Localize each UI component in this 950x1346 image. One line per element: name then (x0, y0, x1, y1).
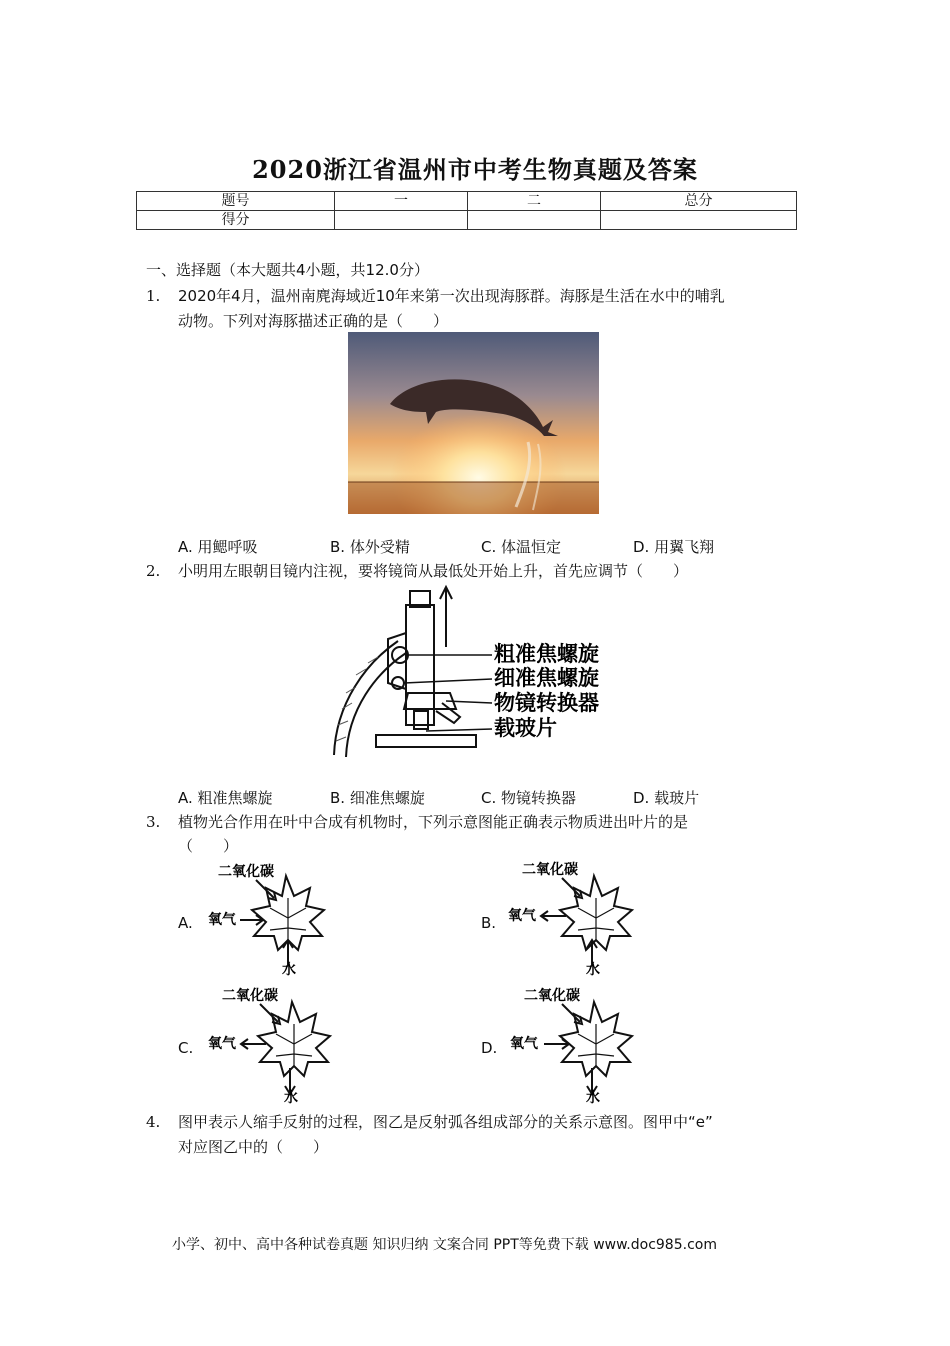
label-water: 水 (282, 962, 296, 978)
option-c[interactable]: C. (178, 1039, 194, 1057)
label-o2: 氧气 (508, 908, 536, 924)
page-footer: 小学、初中、高中各种试卷真题 知识归纳 文案合同 PPT等免费下载 www.doc985.com (172, 1237, 717, 1253)
label-fine-focus: 细准焦螺旋 (494, 666, 599, 690)
question-text: 对应图乙中的（ ） (178, 1138, 329, 1156)
label-co2: 二氧化碳 (222, 988, 278, 1004)
label-slide: 载玻片 (494, 716, 557, 740)
option-a[interactable]: A. (178, 914, 193, 932)
question-text: 动物。下列对海豚描述正确的是（ ） (178, 312, 449, 330)
option-b[interactable]: B. (481, 914, 497, 932)
option-d[interactable]: D. (481, 1039, 498, 1057)
option-c[interactable]: C. 体温恒定 (481, 538, 562, 556)
option-d[interactable]: D. 载玻片 (633, 789, 700, 807)
label-co2: 二氧化碳 (218, 864, 274, 880)
score-header-cell: 一 (335, 192, 468, 211)
leaf-diagram-b (506, 858, 636, 978)
option-a[interactable]: A. 用鳃呼吸 (178, 538, 258, 556)
page-title: 2020浙江省温州市中考生物真题及答案 (252, 155, 698, 184)
question-number: 4. (146, 1113, 161, 1131)
label-water: 水 (586, 1090, 600, 1104)
option-c[interactable]: C. 物镜转换器 (481, 789, 577, 807)
question-number: 1. (146, 287, 161, 305)
label-co2: 二氧化碳 (524, 988, 580, 1004)
label-o2: 氧气 (510, 1036, 538, 1052)
score-row-cell (335, 211, 468, 230)
label-water: 水 (284, 1090, 298, 1104)
label-co2: 二氧化碳 (522, 862, 578, 878)
dolphin-photo (348, 332, 599, 514)
question-text: 小明用左眼朝目镜内注视，要将镜筒从最低处开始上升，首先应调节（ ） (178, 562, 689, 580)
question-text: 图甲表示人缩手反射的过程，图乙是反射弧各组成部分的关系示意图。图甲中“e” (178, 1113, 713, 1131)
label-o2: 氧气 (208, 1036, 236, 1052)
label-nosepiece: 物镜转换器 (494, 691, 599, 715)
leaf-diagram-a (206, 858, 336, 978)
question-number: 3. (146, 813, 161, 831)
leaf-diagram-d (506, 984, 636, 1104)
option-d[interactable]: D. 用翼飞翔 (633, 538, 715, 556)
label-coarse-focus: 粗准焦螺旋 (494, 642, 599, 666)
option-b[interactable]: B. 细准焦螺旋 (330, 789, 425, 807)
question-text: 2020年4月，温州南麂海域近10年来第一次出现海豚群。海豚是生活在水中的哺乳 (178, 287, 725, 305)
label-o2: 氧气 (208, 912, 236, 928)
section-heading: 一、选择题（本大题共4小题，共12.0分） (146, 261, 429, 279)
score-header-cell: 二 (468, 192, 601, 211)
score-row-cell (468, 211, 601, 230)
score-table (136, 191, 797, 230)
score-header-cell: 总分 (601, 192, 797, 211)
question-number: 2. (146, 562, 161, 580)
question-text: 植物光合作用在叶中合成有机物时，下列示意图能正确表示物质进出叶片的是 (178, 813, 689, 831)
label-water: 水 (586, 962, 600, 978)
score-row-cell: 得分 (137, 211, 335, 230)
leaf-diagram-c (204, 984, 334, 1104)
score-header-cell: 题号 (137, 192, 335, 211)
option-a[interactable]: A. 粗准焦螺旋 (178, 789, 273, 807)
question-text: （ ） (178, 837, 239, 855)
microscope-diagram (326, 583, 626, 759)
option-b[interactable]: B. 体外受精 (330, 538, 410, 556)
score-row-cell (601, 211, 797, 230)
